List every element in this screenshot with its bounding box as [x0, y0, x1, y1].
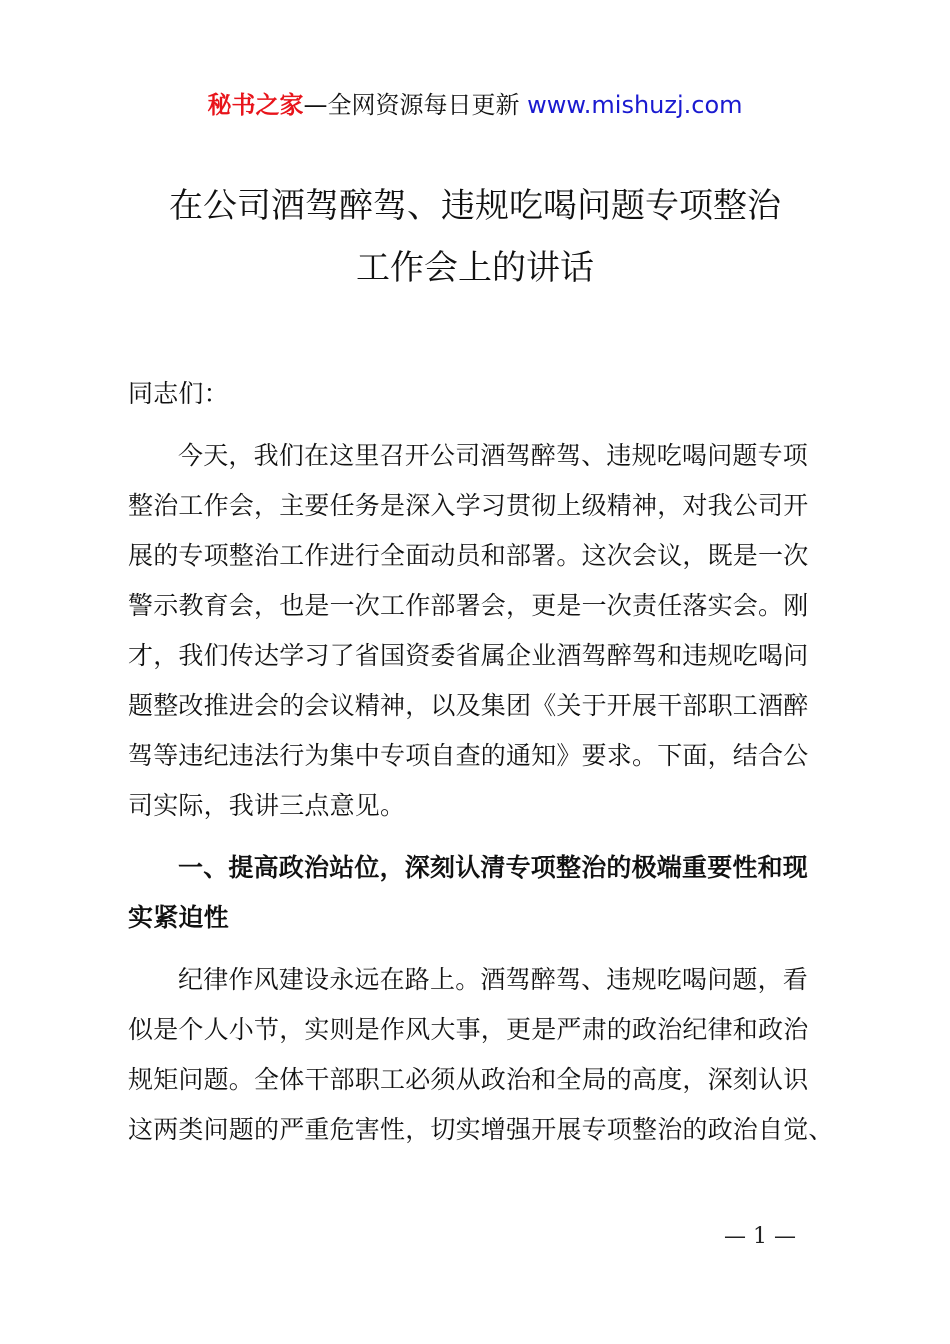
header-banner: [0, 88, 950, 122]
banner-tagline: —全网资源每日更新: [303, 91, 528, 119]
salutation: 同志们：: [128, 379, 229, 408]
paragraph-line: 司实际，我讲三点意见。: [128, 791, 406, 820]
paragraph-line: 题整改推进会的会议精神，以及集团《关于开展干部职工酒醉: [128, 691, 809, 720]
paragraph-line: 似是个人小节，实则是作风大事，更是严肃的政治纪律和政治: [128, 1015, 809, 1044]
document-title-line-1: 在公司酒驾醉驾、违规吃喝问题专项整治: [169, 186, 781, 226]
paragraph-line: 纪律作风建设永远在路上。酒驾醉驾、违规吃喝问题，看: [178, 965, 809, 994]
paragraph-line: 警示教育会，也是一次工作部署会，更是一次责任落实会。刚: [128, 591, 809, 620]
paragraph-line: 今天，我们在这里召开公司酒驾醉驾、违规吃喝问题专项: [178, 441, 809, 470]
website-link[interactable]: www.mishuzj.com: [527, 91, 743, 119]
page-number: — 1 —: [724, 1224, 796, 1249]
paragraph-line: 规矩问题。全体干部职工必须从政治和全局的高度，深刻认识: [128, 1065, 809, 1094]
paragraph-line: 驾等违纪违法行为集中专项自查的通知》要求。下面，结合公: [128, 741, 809, 770]
paragraph-line: 展的专项整治工作进行全面动员和部署。这次会议，既是一次: [128, 541, 809, 570]
brand-name: 秘书之家: [207, 91, 304, 119]
paragraph-line: 这两类问题的严重危害性，切实增强开展专项整治的政治自觉、: [128, 1115, 834, 1144]
heading-line: 一、提高政治站位，深刻认清专项整治的极端重要性和现: [178, 853, 809, 882]
paragraph-line: 整治工作会，主要任务是深入学习贯彻上级精神，对我公司开: [128, 491, 809, 520]
paragraph-line: 才，我们传达学习了省国资委省属企业酒驾醉驾和违规吃喝问: [128, 641, 809, 670]
document-title-line-2: 工作会上的讲话: [356, 248, 594, 288]
heading-line: 实紧迫性: [128, 903, 229, 932]
